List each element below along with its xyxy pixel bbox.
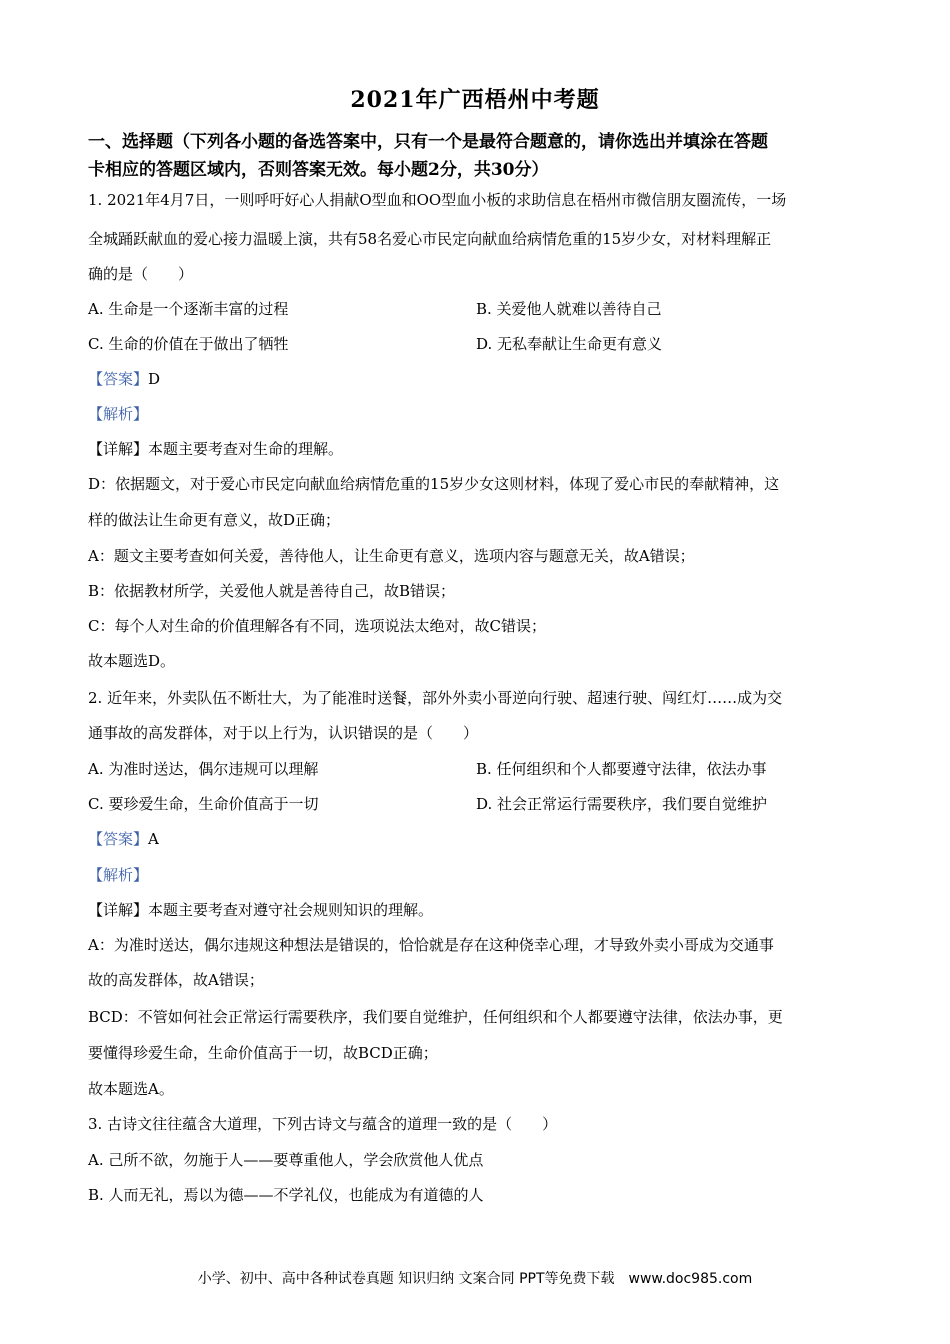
q2-option-b: B. 任何组织和个人都要遵守法律，依法办事 [476,760,767,778]
q1-conclusion: 故本题选D。 [88,652,176,670]
q3-stem: 3. 古诗文往往蕴含大道理，下列古诗文与蕴含的道理一致的是（ ） [88,1115,558,1133]
q2-option-c: C. 要珍爱生命，生命价值高于一切 [88,795,319,813]
q2-explain-bcd-line1: BCD：不管如何社会正常运行需要秩序，我们要自觉维护，任何组织和个人都要遵守法律，依法办事，更 [88,1008,783,1026]
q1-option-b: B. 关爱他人就难以善待自己 [476,300,662,318]
q3-option-b: B. 人而无礼，焉以为德——不学礼仪，也能成为有道德的人 [88,1186,484,1204]
q1-explain-c: C：每个人对生命的价值理解各有不同，选项说法太绝对，故C错误； [88,617,546,635]
q2-option-a: A. 为准时送达，偶尔违规可以理解 [88,760,319,778]
q2-detail: 【详解】本题主要考查对遵守社会规则知识的理解。 [88,901,434,919]
q1-option-d: D. 无私奉献让生命更有意义 [476,335,663,353]
q1-explain-b: B：依据教材所学，关爱他人就是善待自己，故B错误； [88,582,456,600]
q1-explain-a: A：题文主要考查如何关爱，善待他人，让生命更有意义，选项内容与题意无关，故A错误； [88,547,695,565]
section-heading-line1: 一、选择题（下列各小题的备选答案中，只有一个是最符合题意的，请你选出并填涂在答题 [88,132,768,152]
q1-explain-d-line2: 样的做法让生命更有意义，故D正确； [88,511,341,529]
page-footer: 小学、初中、高中各种试卷真题 知识归纳 文案合同 PPT等免费下载 www.doc985.com [197,1271,753,1287]
q1-option-c: C. 生命的价值在于做出了牺牲 [88,335,289,353]
q2-answer-value: A [148,830,159,848]
q2-answer-tag: 【答案】 [88,830,149,848]
q2-stem-line1: 2. 近年来，外卖队伍不断壮大，为了能准时送餐，部外外卖小哥逆向行驶、超速行驶、闯红灯……成为交 [88,689,783,707]
q1-detail: 【详解】本题主要考查对生命的理解。 [88,440,344,458]
q2-explain-a-line1: A：为准时送达，偶尔违规这种想法是错误的，恰恰就是存在这种侥幸心理，才导致外卖小哥成为交通事 [88,936,774,954]
page-title: 2021年广西梧州中考题 [350,87,600,113]
q1-answer [88,369,868,389]
q2-explain-a-line2: 故的高发群体，故A错误； [88,971,264,989]
q1-analysis-tag: 【解析】 [88,405,149,423]
q2-conclusion: 故本题选A。 [88,1080,174,1098]
q2-option-d: D. 社会正常运行需要秩序，我们要自觉维护 [476,795,768,813]
q1-stem-line1: 1. 2021年4月7日，一则呼吁好心人捐献O型血和OO型血小板的求助信息在梧州市微信朋友圈流传，一场 [88,191,787,209]
q1-answer-tag: 【答案】 [88,370,149,388]
q2-answer [88,829,868,849]
q1-stem-line2: 全城踊跃献血的爱心接力温暖上演，共有58名爱心市民定向献血给病情危重的15岁少女，对材料理解正 [88,230,772,248]
q1-stem-line3: 确的是（ ） [88,265,194,283]
q1-explain-d-line1: D：依据题文，对于爱心市民定向献血给病情危重的15岁少女这则材料，体现了爱心市民的奉献精神，这 [88,475,780,493]
q2-analysis-tag: 【解析】 [88,866,149,884]
q2-explain-bcd-line2: 要懂得珍爱生命，生命价值高于一切，故BCD正确； [88,1044,438,1062]
q1-option-a: A. 生命是一个逐渐丰富的过程 [88,300,289,318]
q1-answer-value: D [148,370,161,388]
q2-stem-line2: 通事故的高发群体，对于以上行为，认识错误的是（ ） [88,724,479,742]
q3-option-a: A. 己所不欲，勿施于人——要尊重他人，学会欣赏他人优点 [88,1151,484,1169]
section-heading-line2: 卡相应的答题区域内，否则答案无效。每小题2分，共30分） [88,160,549,180]
